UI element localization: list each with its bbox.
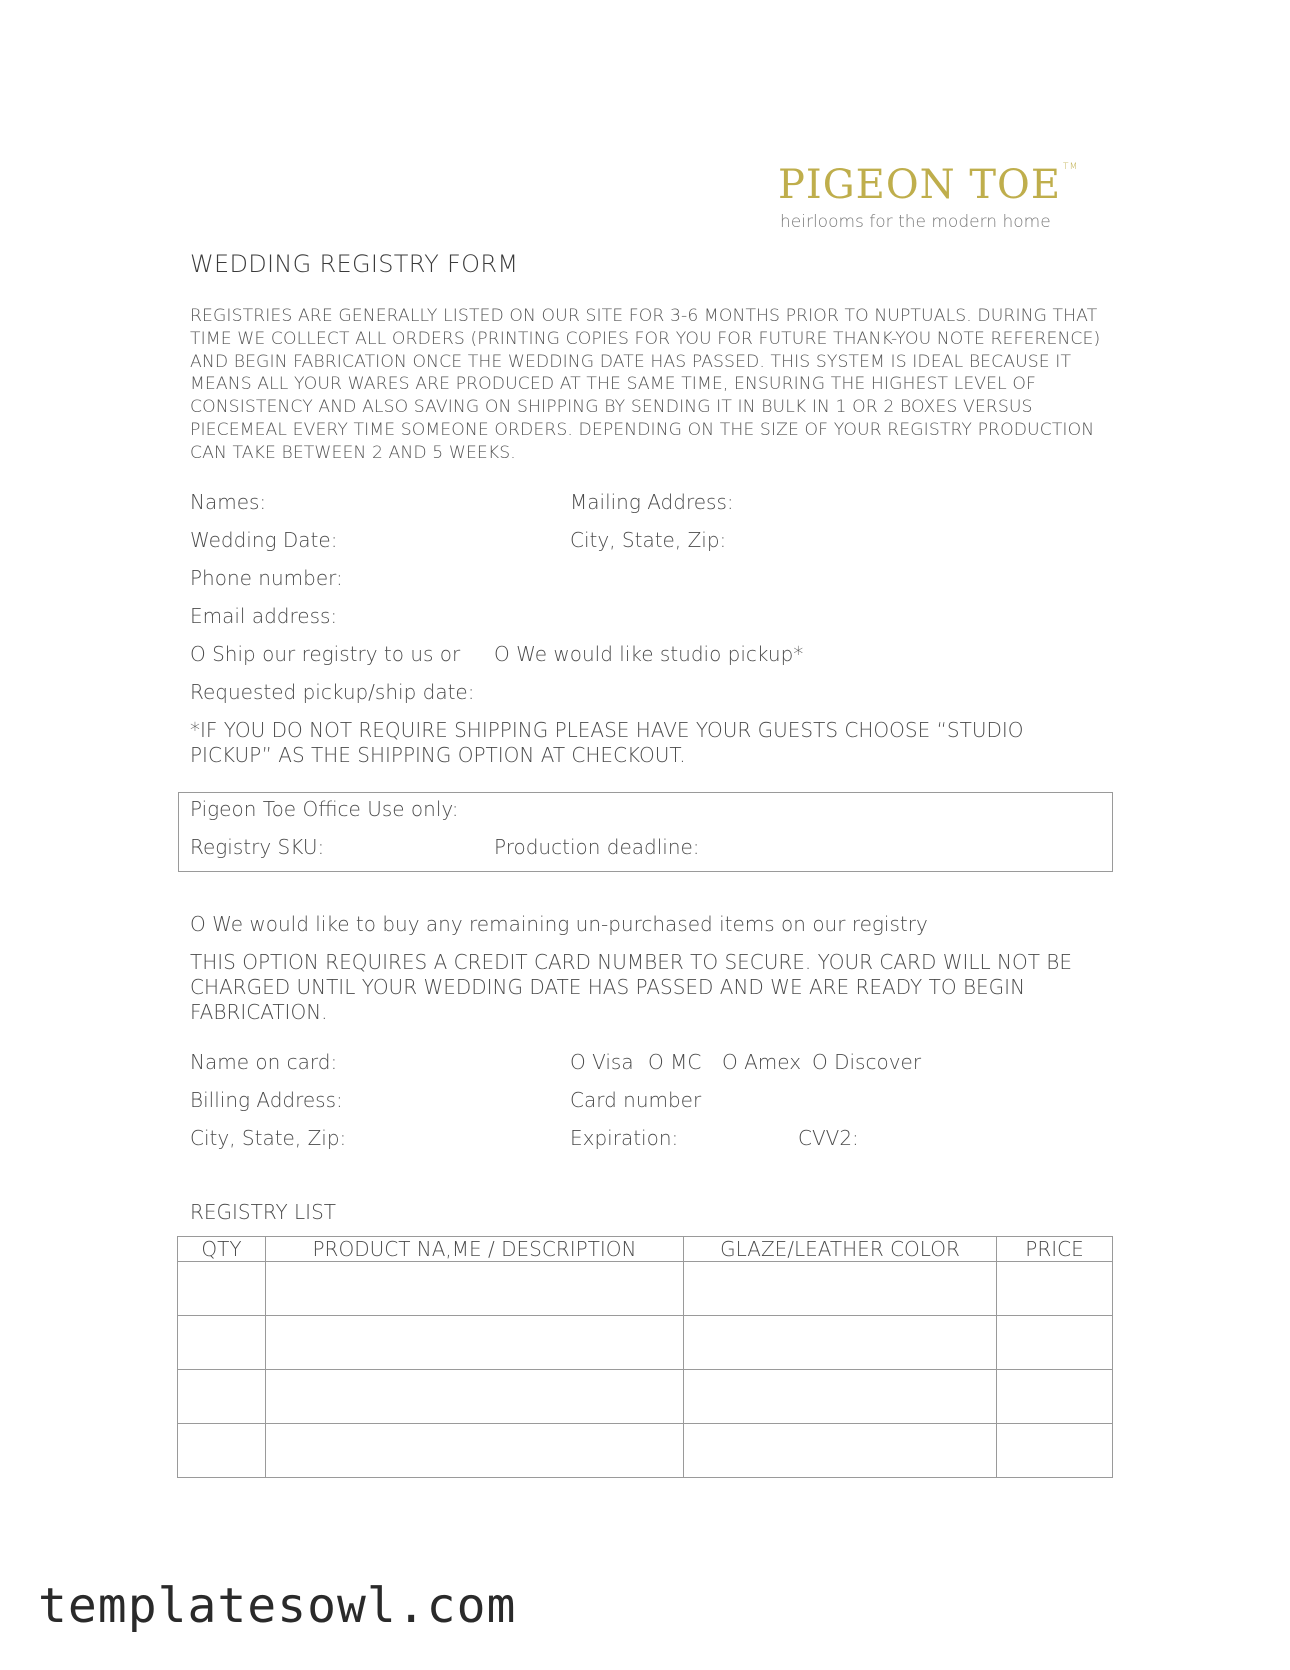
table-row <box>178 1262 1113 1316</box>
billing-city-state-zip-label[interactable]: City, State, Zip: <box>190 1126 347 1150</box>
production-deadline-label: Production deadline: <box>494 835 700 859</box>
names-field-label[interactable]: Names: <box>190 490 267 514</box>
wedding-date-field-label[interactable]: Wedding Date: <box>190 528 338 552</box>
credit-card-note: THIS OPTION REQUIRES A CREDIT CARD NUMBER TO SECURE. YOUR CARD WILL NOT BE CHARGED UNTIL YOUR WEDDING DATE HAS PASSED AND WE ARE READY TO BEGIN FABRICATION. <box>190 950 1073 1024</box>
logo-tagline: heirlooms for the modern home <box>780 212 1051 232</box>
card-type-discover-radio[interactable]: O Discover <box>812 1050 922 1074</box>
price-cell[interactable] <box>997 1316 1113 1370</box>
col-header-price: PRICE <box>997 1237 1113 1262</box>
billing-address-label[interactable]: Billing Address: <box>190 1088 343 1112</box>
logo-name: PIGEON TOE <box>778 162 1062 208</box>
col-header-color: GLAZE/LEATHER COLOR <box>684 1237 997 1262</box>
expiration-label[interactable]: Expiration: <box>570 1126 679 1150</box>
phone-field-label[interactable]: Phone number: <box>190 566 343 590</box>
col-header-product: PRODUCT NA,ME / DESCRIPTION <box>266 1237 684 1262</box>
intro-paragraph: REGISTRIES ARE GENERALLY LISTED ON OUR SITE FOR 3-6 MONTHS PRIOR TO NUPTUALS. DURING THAT TIME WE COLLECT ALL ORDERS (PRINTING COPIES FOR YOU FOR FUTURE THANK-YOU NOTE REFERENCE) AND BEGIN FABRICATION ONCE THE WEDDING DATE HAS PASSED. THIS SYSTEM IS IDEAL BECAUSE IT MEANS ALL YOUR WARES ARE PRODUCED AT THE SAME TIME, ENSURING THE HIGHEST LEVEL OF CONSISTENCY AND ALSO SAVING ON SHIPPING BY SENDING IT IN BULK IN 1 OR 2 BOXES VERSUS PIECEMEAL EVERY TIME SOMEONE ORDERS. DEPENDING ON THE SIZE OF YOUR REGISTRY PRODUCTION CAN TAKE BETWEEN 2 AND 5 WEEKS. <box>190 306 1101 463</box>
city-state-zip-field-label[interactable]: City, State, Zip: <box>570 528 727 552</box>
color-cell[interactable] <box>684 1262 997 1316</box>
price-cell[interactable] <box>997 1370 1113 1424</box>
requested-date-field-label[interactable]: Requested pickup/ship date: <box>190 680 475 704</box>
cvv-label[interactable]: CVV2: <box>798 1126 859 1150</box>
card-number-label[interactable]: Card number <box>570 1088 702 1112</box>
product-cell[interactable] <box>266 1262 684 1316</box>
table-row <box>178 1316 1113 1370</box>
ship-option-radio[interactable]: O Ship our registry to us or <box>190 642 461 666</box>
price-cell[interactable] <box>997 1424 1113 1478</box>
buy-remaining-radio[interactable]: O We would like to buy any remaining un-purchased items on our registry <box>190 912 928 936</box>
product-cell[interactable] <box>266 1424 684 1478</box>
registry-table <box>177 1236 1113 1478</box>
product-cell[interactable] <box>266 1370 684 1424</box>
site-watermark: templatesowl.com <box>38 1578 517 1634</box>
table-row <box>178 1424 1113 1478</box>
card-type-amex-radio[interactable]: O Amex <box>722 1050 802 1074</box>
qty-cell[interactable] <box>178 1262 266 1316</box>
qty-cell[interactable] <box>178 1424 266 1478</box>
email-field-label[interactable]: Email address: <box>190 604 338 628</box>
studio-pickup-radio[interactable]: O We would like studio pickup* <box>494 642 804 666</box>
qty-cell[interactable] <box>178 1370 266 1424</box>
registry-sku-label: Registry SKU: <box>190 835 325 859</box>
mailing-address-field-label[interactable]: Mailing Address: <box>570 490 734 514</box>
card-type-mc-radio[interactable]: O MC <box>648 1050 702 1074</box>
registry-header-row <box>178 1237 1113 1262</box>
color-cell[interactable] <box>684 1424 997 1478</box>
price-cell[interactable] <box>997 1262 1113 1316</box>
table-row <box>178 1370 1113 1424</box>
logo-tm: TM <box>1063 162 1079 172</box>
page-title: WEDDING REGISTRY FORM <box>190 250 519 278</box>
name-on-card-label[interactable]: Name on card: <box>190 1050 338 1074</box>
color-cell[interactable] <box>684 1370 997 1424</box>
shipping-note: *IF YOU DO NOT REQUIRE SHIPPING PLEASE HAVE YOUR GUESTS CHOOSE “STUDIO PICKUP” AS THE SHIPPING OPTION AT CHECKOUT. <box>190 718 1024 767</box>
office-use-heading: Pigeon Toe Office Use only: <box>190 797 459 821</box>
product-cell[interactable] <box>266 1316 684 1370</box>
brand-logo <box>778 162 1078 208</box>
card-type-visa-radio[interactable]: O Visa <box>570 1050 634 1074</box>
qty-cell[interactable] <box>178 1316 266 1370</box>
col-header-qty: QTY <box>178 1237 266 1262</box>
color-cell[interactable] <box>684 1316 997 1370</box>
registry-list-title: REGISTRY LIST <box>190 1200 336 1224</box>
